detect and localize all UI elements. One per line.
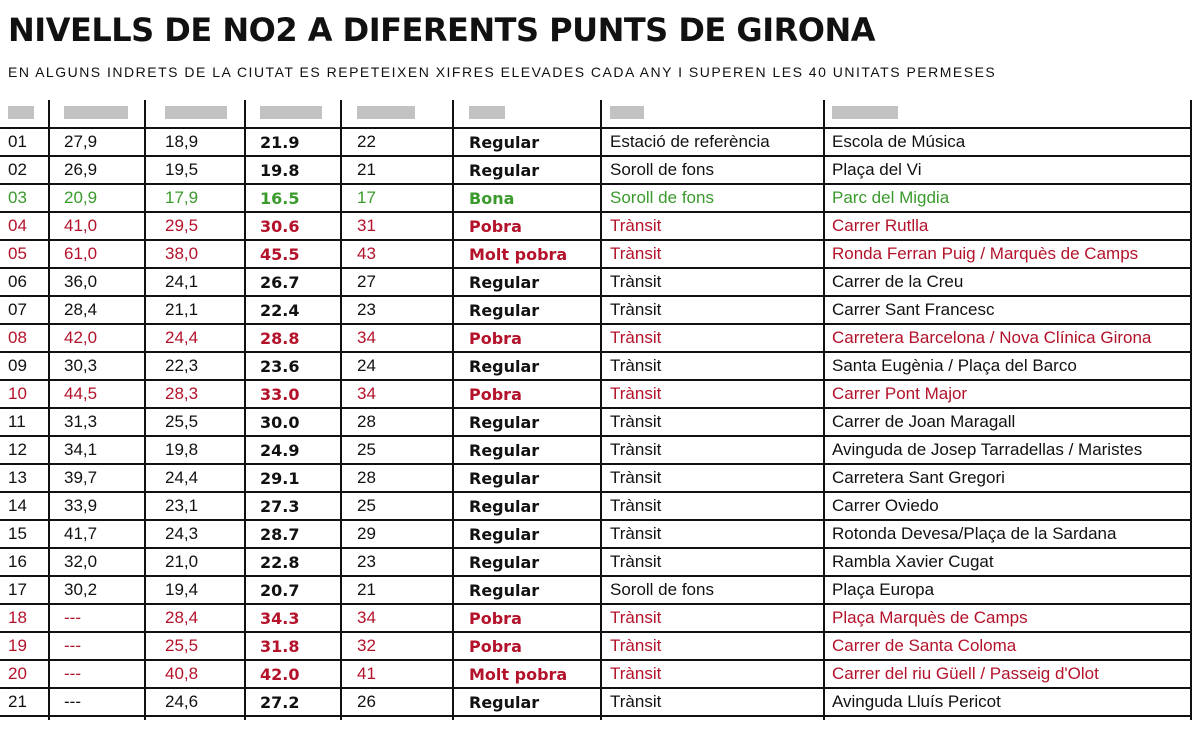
cell-annual-mean-2: 24,6 (165, 692, 199, 711)
cell-code: 12 (8, 440, 27, 459)
cell-location: Avinguda de Josep Tarradellas / Maristes (832, 440, 1143, 459)
cell-station-type: Soroll de fons (610, 580, 714, 599)
cell-location: Santa Eugènia / Plaça del Barco (832, 356, 1077, 375)
cell-air-quality: Regular (469, 300, 540, 320)
cell-air-quality: Pobra (469, 384, 522, 404)
cell-value-bold: 45.5 (260, 244, 300, 264)
cell-code: 07 (8, 300, 27, 319)
table-row (0, 297, 1192, 325)
cell-location: Rotonda Devesa/Plaça de la Sardana (832, 524, 1117, 543)
cell-annual-mean-2: 24,3 (165, 524, 199, 543)
cell-rounded-value: 25 (357, 440, 376, 459)
cell-location: Carrer Pont Major (832, 384, 968, 403)
table-row (0, 129, 1192, 157)
cell-air-quality: Regular (469, 468, 540, 488)
cell-station-type: Trànsit (610, 244, 662, 263)
cell-annual-mean-1: 44,5 (64, 384, 98, 403)
cell-value-bold: 30.6 (260, 216, 300, 236)
cell-station-type: Trànsit (610, 608, 662, 627)
cell-station-type: Trànsit (610, 356, 662, 375)
cell-value-bold: 16.5 (260, 188, 300, 208)
cell-annual-mean-2: 29,5 (165, 216, 199, 235)
cell-annual-mean-1: 36,0 (64, 272, 98, 291)
table-row (0, 689, 1192, 717)
cell-annual-mean-1: --- (64, 636, 81, 655)
cell-annual-mean-1: 31,3 (64, 412, 98, 431)
cell-annual-mean-1: 20,9 (64, 188, 98, 207)
cell-annual-mean-1: 33,9 (64, 496, 98, 515)
cell-station-type: Trànsit (610, 552, 662, 571)
cell-air-quality: Regular (469, 272, 540, 292)
cell-code: 11 (8, 412, 26, 431)
cell-air-quality: Molt pobra (469, 244, 568, 264)
cell-station-type: Trànsit (610, 328, 662, 347)
cell-station-type: Estació de referència (610, 132, 770, 151)
cell-annual-mean-2: 38,0 (165, 244, 199, 263)
header-annual-mean-1 (64, 106, 128, 119)
cell-annual-mean-2: 22,3 (165, 356, 199, 375)
header-air-quality (469, 106, 505, 119)
cell-station-type: Soroll de fons (610, 188, 714, 207)
column-divider (48, 100, 50, 720)
cell-rounded-value: 29 (357, 524, 376, 543)
table-row (0, 409, 1192, 437)
cell-location: Ronda Ferran Puig / Marquès de Camps (832, 244, 1139, 263)
cell-location: Carretera Sant Gregori (832, 468, 1005, 487)
table-row (0, 157, 1192, 185)
cell-rounded-value: 34 (357, 608, 376, 627)
cell-station-type: Soroll de fons (610, 160, 714, 179)
cell-annual-mean-2: 28,4 (165, 608, 199, 627)
cell-air-quality: Regular (469, 524, 540, 544)
cell-air-quality: Pobra (469, 216, 522, 236)
header-annual-mean-2 (165, 106, 227, 119)
cell-location: Plaça del Vi (832, 160, 922, 179)
cell-annual-mean-2: 24,4 (165, 468, 199, 487)
cell-value-bold: 27.3 (260, 496, 300, 516)
cell-annual-mean-1: 30,2 (64, 580, 98, 599)
cell-code: 17 (8, 580, 27, 599)
table-row (0, 577, 1192, 605)
cell-value-bold: 24.9 (260, 440, 300, 460)
cell-annual-mean-1: 61,0 (64, 244, 98, 263)
table-header (0, 100, 1192, 129)
cell-station-type: Trànsit (610, 440, 662, 459)
cell-annual-mean-2: 18,9 (165, 132, 199, 151)
table-row (0, 185, 1192, 213)
cell-air-quality: Regular (469, 552, 540, 572)
cell-annual-mean-2: 21,1 (165, 300, 199, 319)
cell-annual-mean-1: 39,7 (64, 468, 98, 487)
table-row (0, 353, 1192, 381)
table-row (0, 493, 1192, 521)
cell-station-type: Trànsit (610, 636, 662, 655)
cell-location: Carrer de Joan Maragall (832, 412, 1016, 431)
table-body (0, 129, 1192, 717)
cell-location: Rambla Xavier Cugat (832, 552, 994, 571)
cell-rounded-value: 22 (357, 132, 376, 151)
cell-annual-mean-2: 23,1 (165, 496, 199, 515)
cell-station-type: Trànsit (610, 384, 662, 403)
cell-annual-mean-2: 25,5 (165, 636, 199, 655)
cell-rounded-value: 21 (357, 580, 376, 599)
cell-rounded-value: 24 (357, 356, 376, 375)
cell-value-bold: 28.8 (260, 328, 300, 348)
cell-annual-mean-2: 17,9 (165, 188, 199, 207)
cell-annual-mean-2: 25,5 (165, 412, 199, 431)
cell-annual-mean-2: 19,4 (165, 580, 199, 599)
cell-code: 21 (8, 692, 27, 711)
table-row (0, 661, 1192, 689)
cell-location: Carrer Rutlla (832, 216, 929, 235)
cell-annual-mean-2: 28,3 (165, 384, 199, 403)
cell-air-quality: Regular (469, 132, 540, 152)
cell-value-bold: 19.8 (260, 160, 300, 180)
cell-rounded-value: 17 (357, 188, 376, 207)
cell-value-bold: 30.0 (260, 412, 300, 432)
column-divider (452, 100, 454, 720)
cell-code: 02 (8, 160, 27, 179)
cell-value-bold: 21.9 (260, 132, 300, 152)
cell-rounded-value: 25 (357, 496, 376, 515)
cell-code: 06 (8, 272, 27, 291)
cell-location: Carrer Sant Francesc (832, 300, 995, 319)
cell-air-quality: Bona (469, 188, 515, 208)
cell-air-quality: Pobra (469, 636, 522, 656)
cell-rounded-value: 23 (357, 552, 376, 571)
cell-station-type: Trànsit (610, 692, 662, 711)
cell-station-type: Trànsit (610, 664, 662, 683)
table-row (0, 269, 1192, 297)
header-rounded-value (357, 106, 415, 119)
cell-station-type: Trànsit (610, 412, 662, 431)
cell-location: Carrer Oviedo (832, 496, 939, 515)
cell-station-type: Trànsit (610, 524, 662, 543)
cell-air-quality: Pobra (469, 328, 522, 348)
cell-rounded-value: 32 (357, 636, 376, 655)
cell-code: 20 (8, 664, 27, 683)
column-divider (340, 100, 342, 720)
cell-location: Carrer de Santa Coloma (832, 636, 1017, 655)
cell-station-type: Trànsit (610, 300, 662, 319)
cell-annual-mean-1: --- (64, 664, 81, 683)
cell-rounded-value: 31 (357, 216, 376, 235)
cell-value-bold: 26.7 (260, 272, 300, 292)
cell-air-quality: Pobra (469, 608, 522, 628)
cell-rounded-value: 28 (357, 468, 376, 487)
column-divider (1190, 100, 1192, 720)
cell-rounded-value: 34 (357, 328, 376, 347)
cell-air-quality: Molt pobra (469, 664, 568, 684)
cell-air-quality: Regular (469, 496, 540, 516)
cell-rounded-value: 34 (357, 384, 376, 403)
header-code (8, 106, 34, 119)
cell-value-bold: 27.2 (260, 692, 300, 712)
cell-annual-mean-1: 41,0 (64, 216, 98, 235)
column-divider (144, 100, 146, 720)
cell-location: Avinguda Lluís Pericot (832, 692, 1001, 711)
cell-annual-mean-1: 34,1 (64, 440, 98, 459)
cell-value-bold: 22.4 (260, 300, 300, 320)
cell-annual-mean-2: 19,8 (165, 440, 199, 459)
cell-rounded-value: 43 (357, 244, 376, 263)
cell-air-quality: Regular (469, 160, 540, 180)
cell-annual-mean-1: 41,7 (64, 524, 98, 543)
cell-code: 10 (8, 384, 27, 403)
cell-location: Parc del Migdia (832, 188, 950, 207)
cell-annual-mean-2: 24,4 (165, 328, 199, 347)
header-value-bold (260, 106, 322, 119)
cell-rounded-value: 26 (357, 692, 376, 711)
cell-location: Plaça Europa (832, 580, 935, 599)
cell-value-bold: 22.8 (260, 552, 300, 572)
table-row (0, 521, 1192, 549)
cell-code: 03 (8, 188, 27, 207)
cell-annual-mean-1: --- (64, 692, 81, 711)
cell-annual-mean-2: 21,0 (165, 552, 199, 571)
cell-air-quality: Regular (469, 692, 540, 712)
cell-annual-mean-1: 27,9 (64, 132, 98, 151)
cell-annual-mean-2: 19,5 (165, 160, 199, 179)
page-subtitle: EN ALGUNS INDRETS DE LA CIUTAT ES REPETEIXEN XIFRES ELEVADES CADA ANY I SUPEREN LES 40 UNITATS PERMESES (8, 64, 997, 80)
cell-code: 04 (8, 216, 27, 235)
cell-code: 15 (8, 524, 27, 543)
cell-annual-mean-2: 24,1 (165, 272, 199, 291)
column-divider (244, 100, 246, 720)
cell-annual-mean-1: 42,0 (64, 328, 98, 347)
cell-rounded-value: 21 (357, 160, 376, 179)
cell-rounded-value: 23 (357, 300, 376, 319)
cell-annual-mean-1: 30,3 (64, 356, 98, 375)
cell-code: 01 (8, 132, 27, 151)
cell-value-bold: 31.8 (260, 636, 300, 656)
column-divider (823, 100, 825, 720)
table-row (0, 605, 1192, 633)
table-row (0, 241, 1192, 269)
cell-location: Carretera Barcelona / Nova Clínica Girona (832, 328, 1152, 347)
cell-code: 16 (8, 552, 27, 571)
table-row (0, 213, 1192, 241)
cell-code: 14 (8, 496, 27, 515)
cell-code: 09 (8, 356, 27, 375)
cell-value-bold: 33.0 (260, 384, 300, 404)
cell-rounded-value: 27 (357, 272, 376, 291)
cell-location: Plaça Marquès de Camps (832, 608, 1028, 627)
table-row (0, 465, 1192, 493)
table-row (0, 437, 1192, 465)
no2-table (0, 100, 1192, 717)
cell-value-bold: 42.0 (260, 664, 300, 684)
cell-value-bold: 34.3 (260, 608, 300, 628)
cell-location: Carrer del riu Güell / Passeig d'Olot (832, 664, 1099, 683)
table-row (0, 633, 1192, 661)
table-row (0, 381, 1192, 409)
cell-value-bold: 29.1 (260, 468, 300, 488)
cell-station-type: Trànsit (610, 272, 662, 291)
cell-annual-mean-1: 28,4 (64, 300, 98, 319)
cell-code: 08 (8, 328, 27, 347)
header-station-type (610, 106, 644, 119)
cell-code: 19 (8, 636, 27, 655)
cell-value-bold: 28.7 (260, 524, 300, 544)
cell-annual-mean-1: 26,9 (64, 160, 98, 179)
cell-station-type: Trànsit (610, 468, 662, 487)
column-divider (600, 100, 602, 720)
header-location (832, 106, 898, 119)
cell-code: 18 (8, 608, 27, 627)
cell-rounded-value: 41 (357, 664, 376, 683)
cell-rounded-value: 28 (357, 412, 376, 431)
cell-annual-mean-1: --- (64, 608, 81, 627)
table-row (0, 549, 1192, 577)
cell-value-bold: 23.6 (260, 356, 300, 376)
table-row (0, 325, 1192, 353)
cell-air-quality: Regular (469, 412, 540, 432)
cell-air-quality: Regular (469, 356, 540, 376)
cell-location: Escola de Música (832, 132, 966, 151)
cell-air-quality: Regular (469, 440, 540, 460)
cell-location: Carrer de la Creu (832, 272, 964, 291)
cell-station-type: Trànsit (610, 496, 662, 515)
cell-station-type: Trànsit (610, 216, 662, 235)
cell-code: 05 (8, 244, 27, 263)
cell-air-quality: Regular (469, 580, 540, 600)
cell-annual-mean-1: 32,0 (64, 552, 98, 571)
page-title: NIVELLS DE NO2 A DIFERENTS PUNTS DE GIRONA (8, 11, 875, 49)
cell-annual-mean-2: 40,8 (165, 664, 199, 683)
cell-value-bold: 20.7 (260, 580, 300, 600)
cell-code: 13 (8, 468, 27, 487)
